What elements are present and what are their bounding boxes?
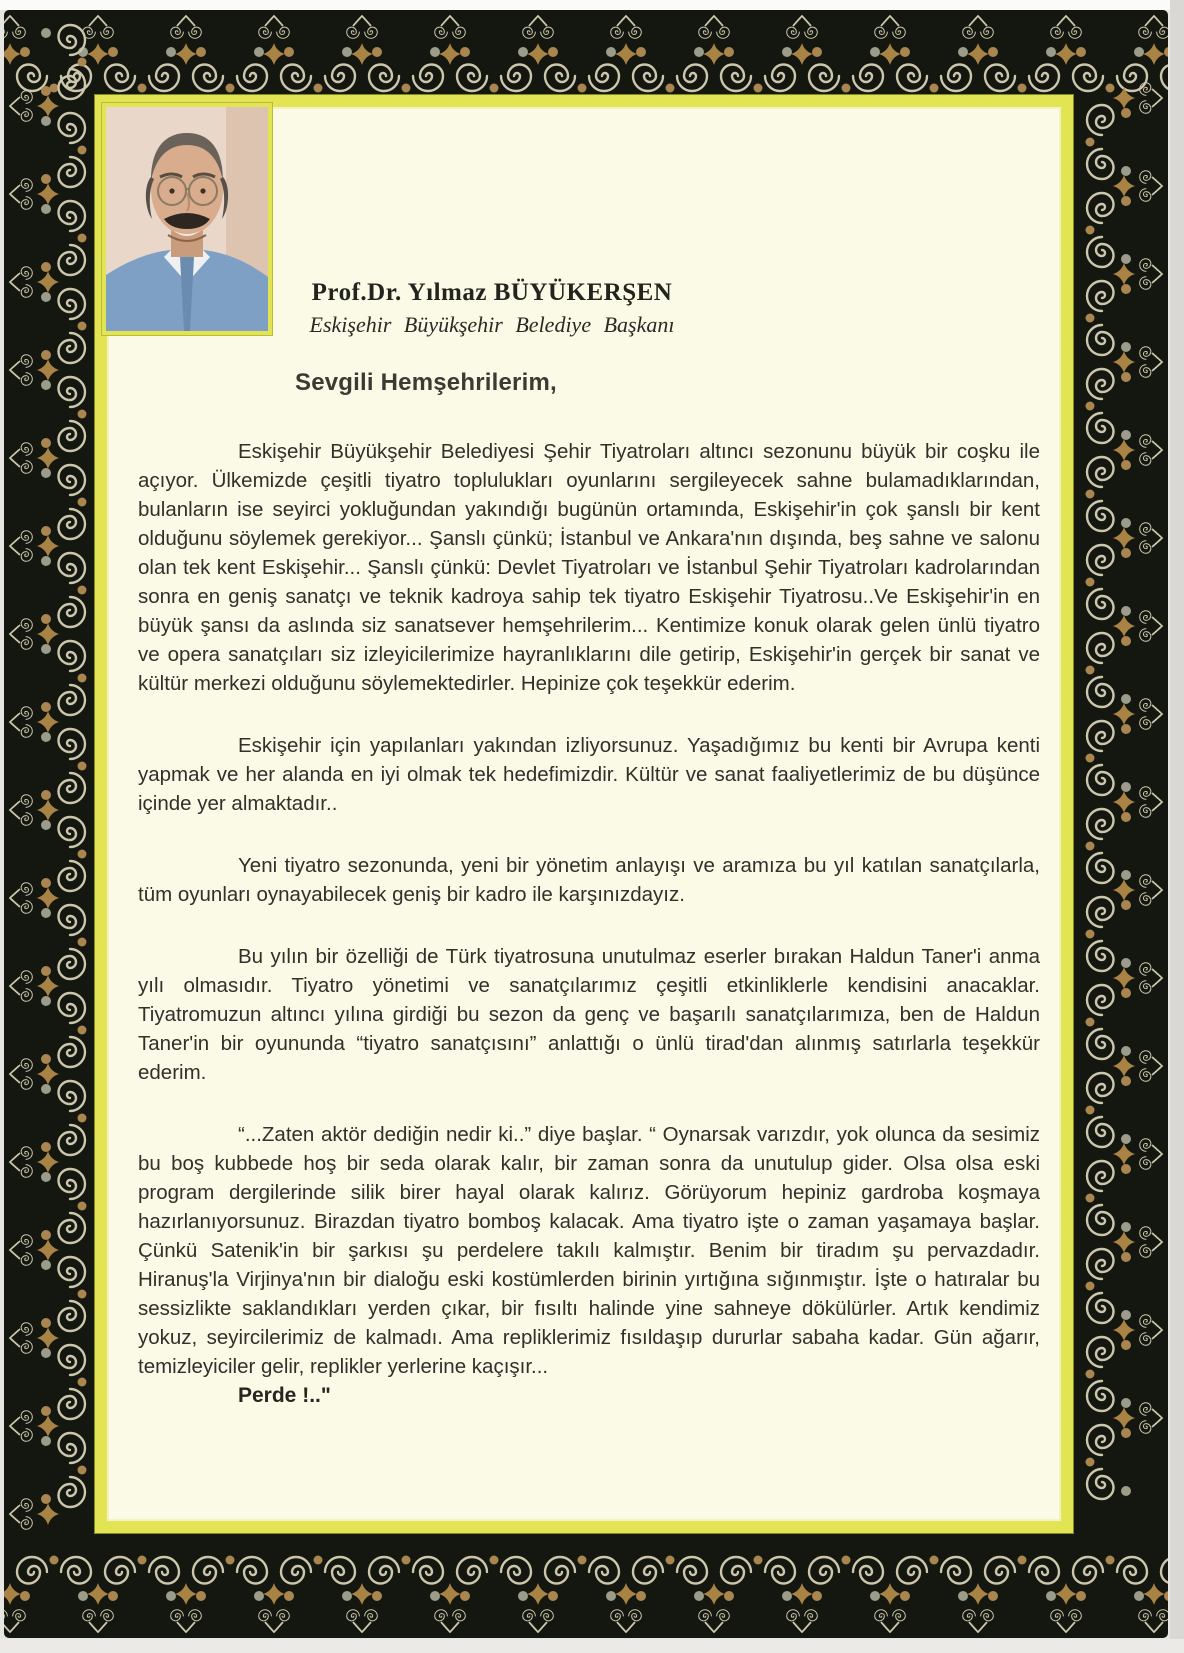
body-paragraph-3: Yeni tiyatro sezonunda, yeni bir yönetim anlayışı ve aramıza bu yıl katılan sanatçılarla, tüm oyunları oynayabilecek geniş bir kadro ile karşınızdayız. bbox=[138, 854, 1040, 906]
scan-margin-bottom bbox=[0, 1639, 1184, 1653]
mayor-title: Eskişehir Büyükşehir Belediye Başkanı bbox=[309, 312, 675, 337]
letter-header bbox=[237, 279, 747, 338]
body-paragraph-4: Bu yılın bir özelliği de Türk tiyatrosuna unutulmaz eserler bırakan Haldun Taner'i anma yılı olmasıdır. Tiyatro yönetimi ve sanatçılarımız çeşitli etkinliklerle kendisini anacaklar. Tiyatromuzun altıncı yılına girdiği bu sezon da genç ve başarılı sanatçılarımıza, ben de Haldun Taner'in bir oyununda “tiyatro sanatçısını” anlattığı o ünlü tirad'dan alınmış satırlarla teşekkür ederim. bbox=[138, 945, 1040, 1084]
letter-content-panel bbox=[95, 95, 1073, 1533]
letter-body bbox=[138, 437, 1040, 1410]
salutation: Sevgili Hemşehrilerim, bbox=[295, 369, 557, 396]
scan-margin-right bbox=[1170, 0, 1184, 1653]
body-paragraph-5-quote: “...Zaten aktör dediğin nedir ki..” diye başlar. “ Oynarsak varızdır, yok olunca da sesimiz bu boş kubbede hoş bir seda olarak kalır, bir zaman sonra da unutulup gider. Olsa olsa eski program dergilerinde silik birer hayal olarak kalırız. Görüyorum hepiniz gardroba koşmaya hazırlanıyorsunuz. Birazdan tiyatro bomboş kalacak. Ama tiyatro işte o zaman yaşamaya başlar. Çünkü Satenik'in bir şarkısı şu perdelere takılı kalmıştır. Benim bir tiradım şu pervazdadır. Hiranuş'la Virjinya'nın bir dialoğu eski kostümlerden birinin yırtığına sığınmıştır. İşte o hatıralar bu sessizlikte saklandıkları yerden çıkar, bir fısıltı halinde yine sahneye dökülürler. Artık kendimiz yokuz, seyircilerimiz de kalmadı. Ama repliklerimiz fısıldaşıp dururlar sabaha kadar. Gün ağarır, temizleyiciler gelir, replikler yerlerine kaçışır... bbox=[138, 1123, 1040, 1378]
mayor-name: Prof.Dr. Yılmaz BÜYÜKERŞEN bbox=[311, 279, 673, 306]
ornamental-page-border bbox=[4, 10, 1168, 1638]
body-paragraph-2: Eskişehir için yapılanları yakından izliyorsunuz. Yaşadığımız bu kenti bir Avrupa kenti yapmak ve her alanda en iyi olmak tek hedefimizdir. Kültür ve sanat faaliyetlerimiz de bu düşünce içinde yer almaktadır.. bbox=[138, 734, 1040, 815]
body-paragraph-1: Eskişehir Büyükşehir Belediyesi Şehir Tiyatroları altıncı sezonunu büyük bir coşku ile açıyor. Ülkemizde çeşitli tiyatro toplulukları oyunlarını sergileyecek sahne bulamadıklarından, bulanların ise seyirci yokluğundan yakındığı bugünün ortamında, Eskişehir'in çok şanslı bir kent olduğunu söylemek gerekiyor... Şanslı çünkü; İstanbul ve Ankara'nın dışında, beş sahne ve salonu olan tek kent Eskişehir... Şanslı çünkü: Devlet Tiyatroları ve İstanbul Şehir Tiyatroları kadrolarından sonra en geniş sanatçı ve teknik kadroya sahip tek tiyatro Eskişehir Tiyatrosu..Ve Eskişehir'in en büyük şansı da aslında siz sanatsever hemşehrilerim... Kentimize konuk olarak gelen ünlü tiyatro ve opera sanatçıları siz izleyicilerimize hayranlıklarını dile getirip, Eskişehir'in gerçek bir sanat ve kültür merkezi olduğunu söylemektedirler. Hepinize çok teşekkür ederim. bbox=[138, 440, 1040, 695]
scan-margin-top bbox=[0, 0, 1184, 10]
closing-line: Perde !.." bbox=[238, 1384, 331, 1407]
